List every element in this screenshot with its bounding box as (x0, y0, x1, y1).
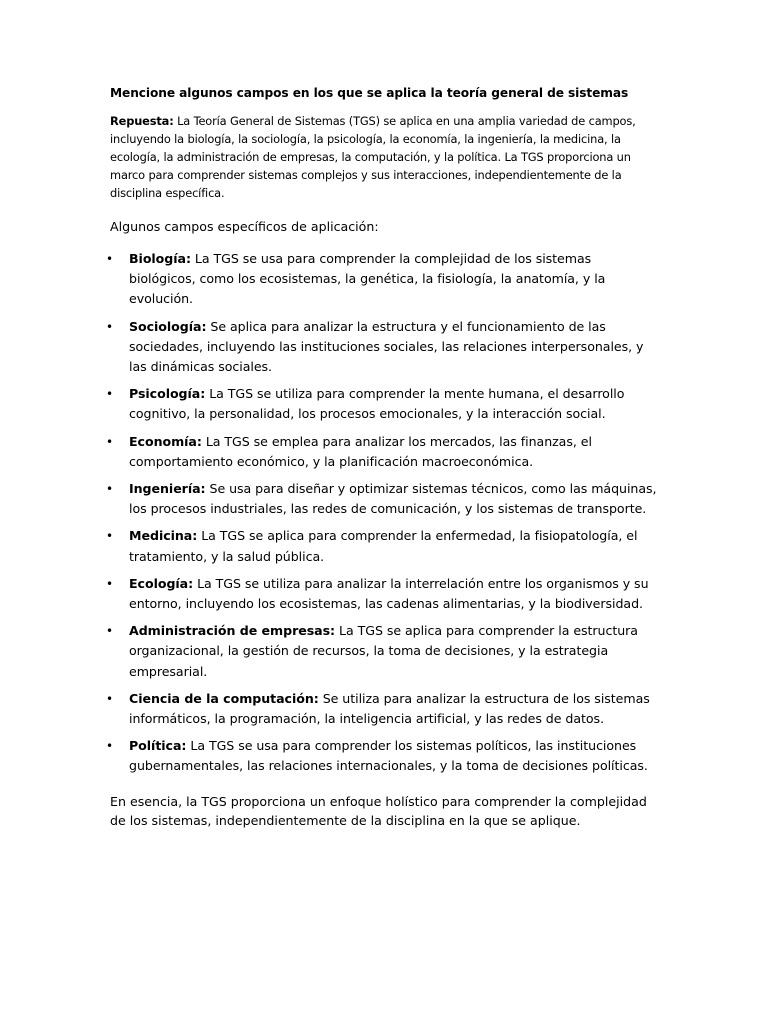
field-description: La TGS se aplica para comprender la estructura organizacional, la gestión de recursos, la toma de decisiones, y la estrategia empresarial. (129, 623, 638, 679)
bullet-icon: • (106, 387, 114, 402)
document-page (106, 84, 658, 830)
field-term: Sociología: (129, 318, 207, 334)
closing-paragraph: En esencia, la TGS proporciona un enfoque holístico para comprender la complejidad de los sistemas, independientemente de la disciplina en la que se aplique. (110, 793, 647, 828)
bullet-icon: • (106, 624, 114, 639)
bullet-icon: • (106, 252, 114, 266)
list-item (106, 384, 658, 424)
fields-subheading: Algunos campos específicos de aplicación: (110, 219, 379, 234)
answer-label: Repuesta: (110, 114, 174, 128)
field-description: La TGS se utiliza para analizar la interrelación entre los organismos y su entorno, incluyendo los ecosistemas, las cadenas alimentarias, y la biodiversidad. (129, 575, 649, 612)
list-item (106, 432, 658, 472)
bullet-icon: • (106, 576, 114, 591)
list-item (106, 526, 658, 566)
field-term: Medicina: (129, 528, 198, 544)
field-term: Política: (129, 738, 187, 754)
list-item (106, 621, 658, 682)
field-term: Administración de empresas: (129, 623, 336, 639)
list-item (106, 736, 658, 776)
bullet-icon: • (106, 739, 114, 754)
field-term: Ecología: (129, 575, 194, 591)
list-item (106, 689, 658, 729)
field-term: Ingeniería: (129, 481, 206, 497)
field-term: Biología: (129, 251, 191, 266)
answer-paragraph (110, 112, 658, 202)
bullet-icon: • (106, 691, 114, 706)
list-item (106, 574, 658, 614)
field-term: Ciencia de la computación: (129, 690, 319, 706)
answer-text: La Teoría General de Sistemas (TGS) se aplica en una amplia variedad de campos, incluyendo la biología, la sociología, la psicología, la economía, la ingeniería, la medicina, la ecología, la administración de empresas, la computación, y la política. La TGS proporciona un marco para comprender sistemas complejos y sus interacciones, independientemente de la disciplina específica. (110, 114, 636, 200)
question-title: Mencione algunos campos en los que se aplica la teoría general de sistemas (110, 86, 629, 100)
bullet-icon: • (106, 529, 114, 544)
field-term: Psicología: (129, 386, 206, 402)
field-description: La TGS se usa para comprender la complejidad de los sistemas biológicos, como los ecosistemas, la genética, la fisiología, la anatomía, y la evolución. (129, 251, 606, 307)
field-description: La TGS se usa para comprender los sistemas políticos, las instituciones gubernamentales, las relaciones internacionales, y la toma de decisiones políticas. (129, 738, 648, 774)
field-description: Se aplica para analizar la estructura y el funcionamiento de las sociedades, incluyendo las instituciones sociales, las relaciones interpersonales, y las dinámicas sociales. (129, 318, 644, 375)
field-term: Economía: (129, 433, 202, 449)
field-description: La TGS se emplea para analizar los mercados, las finanzas, el comportamiento económico, y la planificación macroeconómica. (129, 433, 592, 469)
field-description: La TGS se aplica para comprender la enfermedad, la fisiopatología, el tratamiento, y la salud pública. (129, 528, 638, 564)
bullet-icon: • (106, 434, 114, 449)
list-item (106, 249, 658, 310)
field-description: Se utiliza para analizar la estructura de los sistemas informáticos, la programación, la inteligencia artificial, y las redes de datos. (129, 690, 650, 727)
field-description: La TGS se utiliza para comprender la mente humana, el desarrollo cognitivo, la personalidad, los procesos emocionales, y la interacción social. (129, 386, 625, 422)
bullet-icon: • (106, 319, 114, 334)
bullet-icon: • (106, 482, 114, 497)
list-item (106, 479, 658, 519)
list-item (106, 317, 658, 378)
fields-list (106, 249, 658, 777)
field-description: Se usa para diseñar y optimizar sistemas técnicos, como las máquinas, los procesos industriales, las redes de comunicación, y los sistemas de transporte. (129, 481, 657, 517)
